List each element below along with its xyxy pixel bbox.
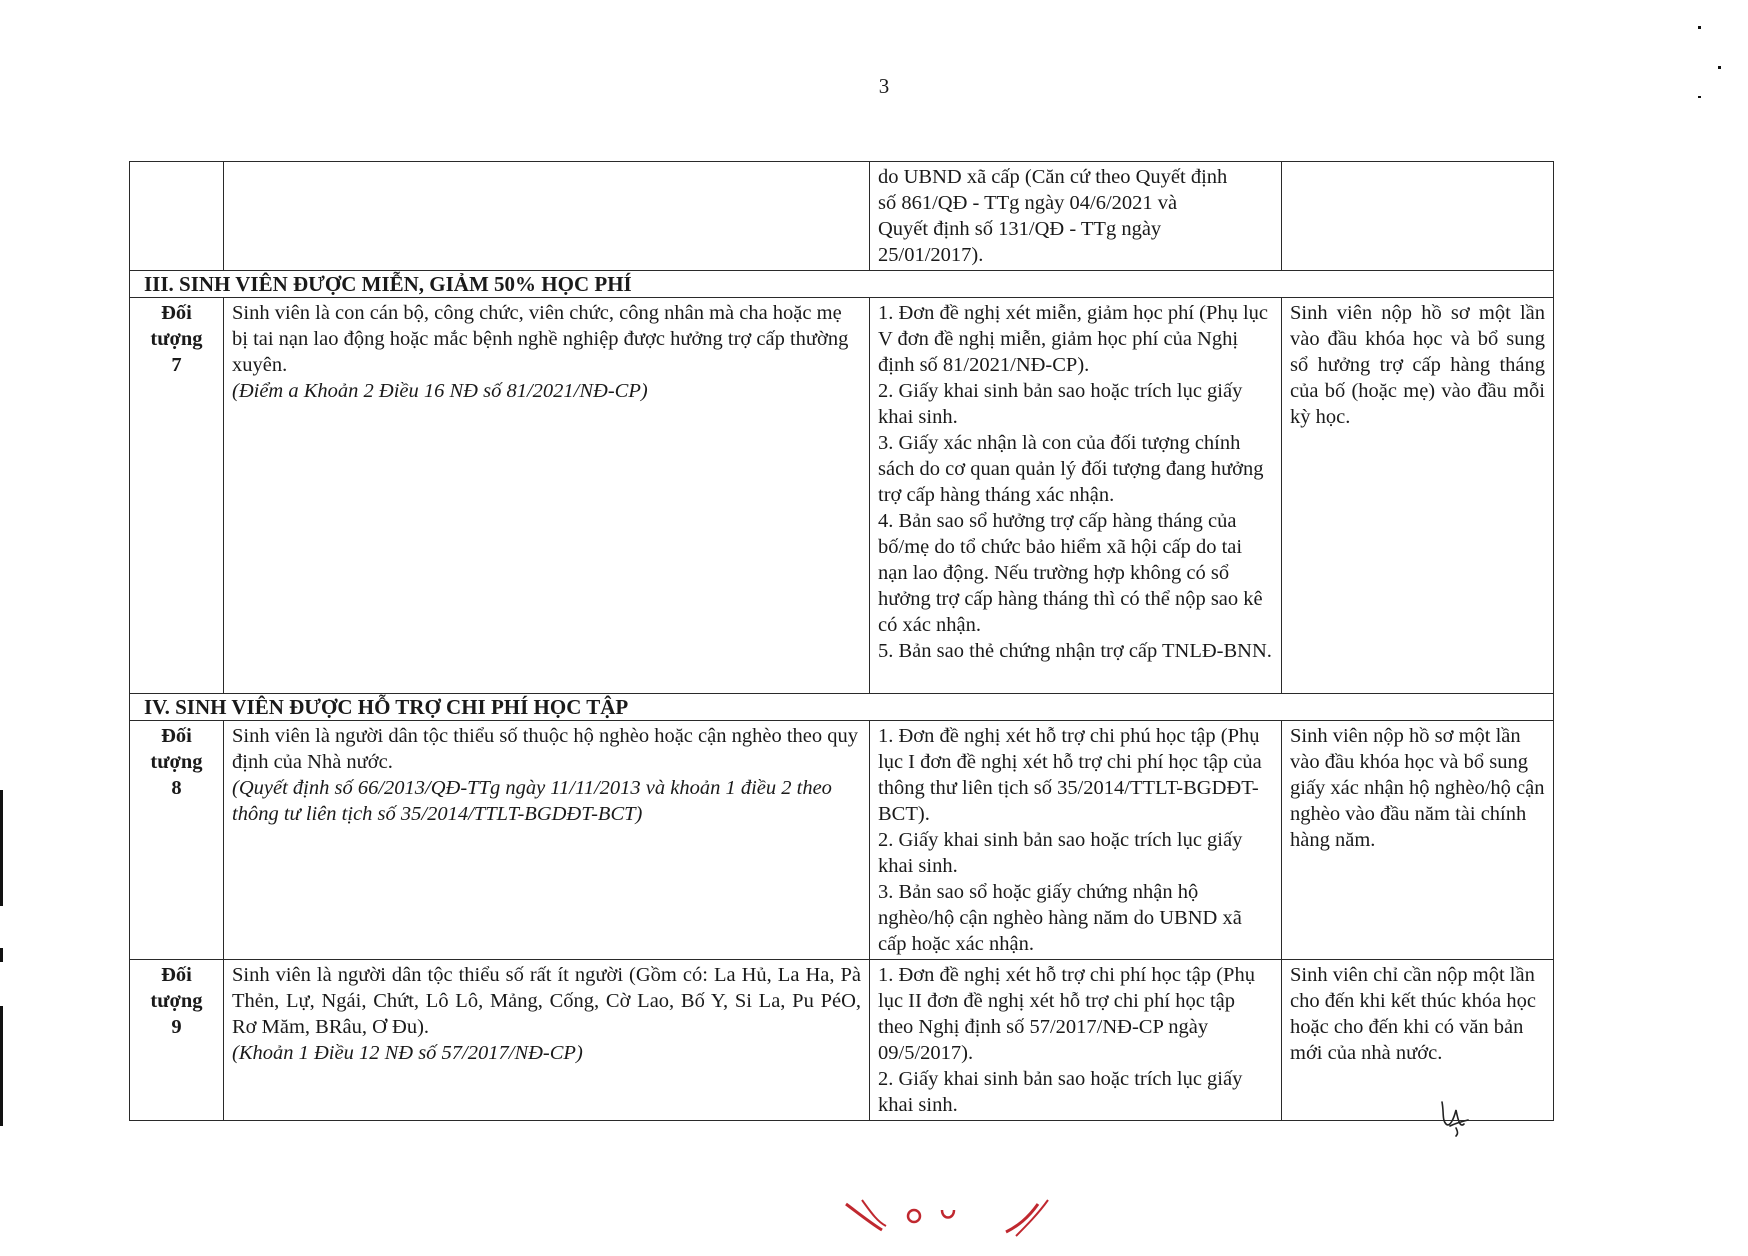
category-label: Đối tượng 7 xyxy=(130,298,224,694)
eligibility-condition xyxy=(224,721,870,960)
eligibility-condition xyxy=(224,960,870,1121)
continuation-note-cell xyxy=(1282,162,1554,271)
document-item: 1. Đơn đề nghị xét hỗ trợ chi phú học tập (Phụ lục I đơn đề nghị xét hỗ trợ chi phí học tập của thông thư liên tịch số 35/2014/TTLT-BGDĐT-BCT). xyxy=(878,725,1262,825)
document-item: 5. Bản sao thẻ chứng nhận trợ cấp TNLĐ-BNN. xyxy=(878,640,1272,662)
scan-mark xyxy=(0,1006,3,1126)
required-documents xyxy=(870,298,1282,694)
document-item: 3. Bản sao sổ hoặc giấy chứng nhận hộ nghèo/hộ cận nghèo hàng năm do UBND xã cấp hoặc xác nhận. xyxy=(878,881,1242,955)
condition-text: Sinh viên là người dân tộc thiểu số thuộc hộ nghèo hoặc cận nghèo theo quy định của Nhà nước. xyxy=(232,725,859,773)
document-item: 2. Giấy khai sinh bản sao hoặc trích lục giấy khai sinh. xyxy=(878,380,1243,428)
scan-mark xyxy=(0,948,3,962)
category-label: Đối tượng 8 xyxy=(130,721,224,960)
required-documents xyxy=(870,721,1282,960)
scan-mark xyxy=(1718,66,1721,69)
eligibility-condition xyxy=(224,298,870,694)
table-row-doi-tuong-8 xyxy=(130,721,1554,960)
condition-text: Sinh viên là người dân tộc thiểu số rất ít người (Gồm có: La Hủ, La Ha, Pà Thẻn, Lự, Ngái, Chứt, Lô Lô, Mảng, Cống, Cờ Lao, Bố Y, Si La, Pu PéO, Rơ Măm, BRâu, Ơ Đu). xyxy=(232,964,861,1038)
submission-note: Sinh viên nộp hồ sơ một lần vào đầu khóa học và bổ sung giấy xác nhận hộ nghèo/hộ cận nghèo vào đầu năm tài chính hàng năm. xyxy=(1282,721,1554,960)
section-header-iv xyxy=(130,694,1554,721)
legal-citation: (Điểm a Khoản 2 Điều 16 NĐ số 81/2021/NĐ-CP) xyxy=(232,380,648,402)
section-title: IV. SINH VIÊN ĐƯỢC HỖ TRỢ CHI PHÍ HỌC TẬP xyxy=(130,694,1554,721)
continuation-label-cell xyxy=(130,162,224,271)
continuation-doc-line: 25/01/2017). xyxy=(878,244,984,266)
section-title: III. SINH VIÊN ĐƯỢC MIỄN, GIẢM 50% HỌC PHÍ xyxy=(130,271,1554,298)
signature-initials-icon xyxy=(1436,1098,1472,1138)
legal-citation: (Quyết định số 66/2013/QĐ-TTg ngày 11/11/2013 và khoản 1 điều 2 theo thông tư liên tịch số 35/2014/TTLT-BGDĐT-BCT) xyxy=(232,777,832,825)
continuation-doc-line: số 861/QĐ - TTg ngày 04/6/2021 và xyxy=(878,192,1178,214)
submission-note: Sinh viên chỉ cần nộp một lần cho đến khi kết thúc khóa học hoặc cho đến khi có văn bản mới của nhà nước. xyxy=(1282,960,1554,1121)
continuation-row xyxy=(130,162,1554,271)
continuation-doc-line: Quyết định số 131/QĐ - TTg ngày xyxy=(878,218,1162,240)
continuation-docs-cell xyxy=(870,162,1282,271)
submission-note: Sinh viên nộp hồ sơ một lần vào đầu khóa học và bổ sung sổ hưởng trợ cấp hàng tháng của bố (hoặc mẹ) vào đầu mỗi kỳ học. xyxy=(1282,298,1554,694)
continuation-doc-line: do UBND xã cấp (Căn cứ theo Quyết định xyxy=(878,166,1228,188)
legal-citation: (Khoản 1 Điều 12 NĐ số 57/2017/NĐ-CP) xyxy=(232,1042,583,1064)
category-label: Đối tượng 9 xyxy=(130,960,224,1121)
red-seal-icon xyxy=(842,1196,1052,1256)
condition-text: Sinh viên là con cán bộ, công chức, viên chức, công nhân mà cha hoặc mẹ bị tai nạn lao động hoặc mắc bệnh nghề nghiệp được hưởng trợ cấp thường xuyên. xyxy=(232,302,849,376)
document-item: 2. Giấy khai sinh bản sao hoặc trích lục giấy khai sinh. xyxy=(878,1068,1243,1116)
scan-mark xyxy=(1698,26,1701,29)
scan-mark xyxy=(0,790,3,906)
required-documents xyxy=(870,960,1282,1121)
table-row-doi-tuong-7 xyxy=(130,298,1554,694)
scan-mark xyxy=(1698,96,1701,98)
document-item: 3. Giấy xác nhận là con của đối tượng chính sách do cơ quan quản lý đối tượng đang hưởng trợ cấp hàng tháng xác nhận. xyxy=(878,432,1264,506)
table-row-doi-tuong-9 xyxy=(130,960,1554,1121)
section-header-iii xyxy=(130,271,1554,298)
page-number: 3 xyxy=(878,74,890,98)
document-item: 4. Bản sao sổ hưởng trợ cấp hàng tháng của bố/mẹ do tổ chức bảo hiểm xã hội cấp do tai nạn lao động. Nếu trường hợp không có sổ hưởng trợ cấp hàng tháng thì có thể nộp sao kê có xác nhận. xyxy=(878,510,1263,636)
document-item: 1. Đơn đề nghị xét hỗ trợ chi phí học tập (Phụ lục II đơn đề nghị xét hỗ trợ chi phí học tập theo Nghị định số 57/2017/NĐ-CP ngày 09/5/2017). xyxy=(878,964,1255,1064)
document-item: 1. Đơn đề nghị xét miễn, giảm học phí (Phụ lục V đơn đề nghị miễn, giảm học phí của Nghị định số 81/2021/NĐ-CP). xyxy=(878,302,1269,376)
requirements-table xyxy=(129,161,1554,1121)
continuation-condition-cell xyxy=(224,162,870,271)
document-item: 2. Giấy khai sinh bản sao hoặc trích lục giấy khai sinh. xyxy=(878,829,1243,877)
